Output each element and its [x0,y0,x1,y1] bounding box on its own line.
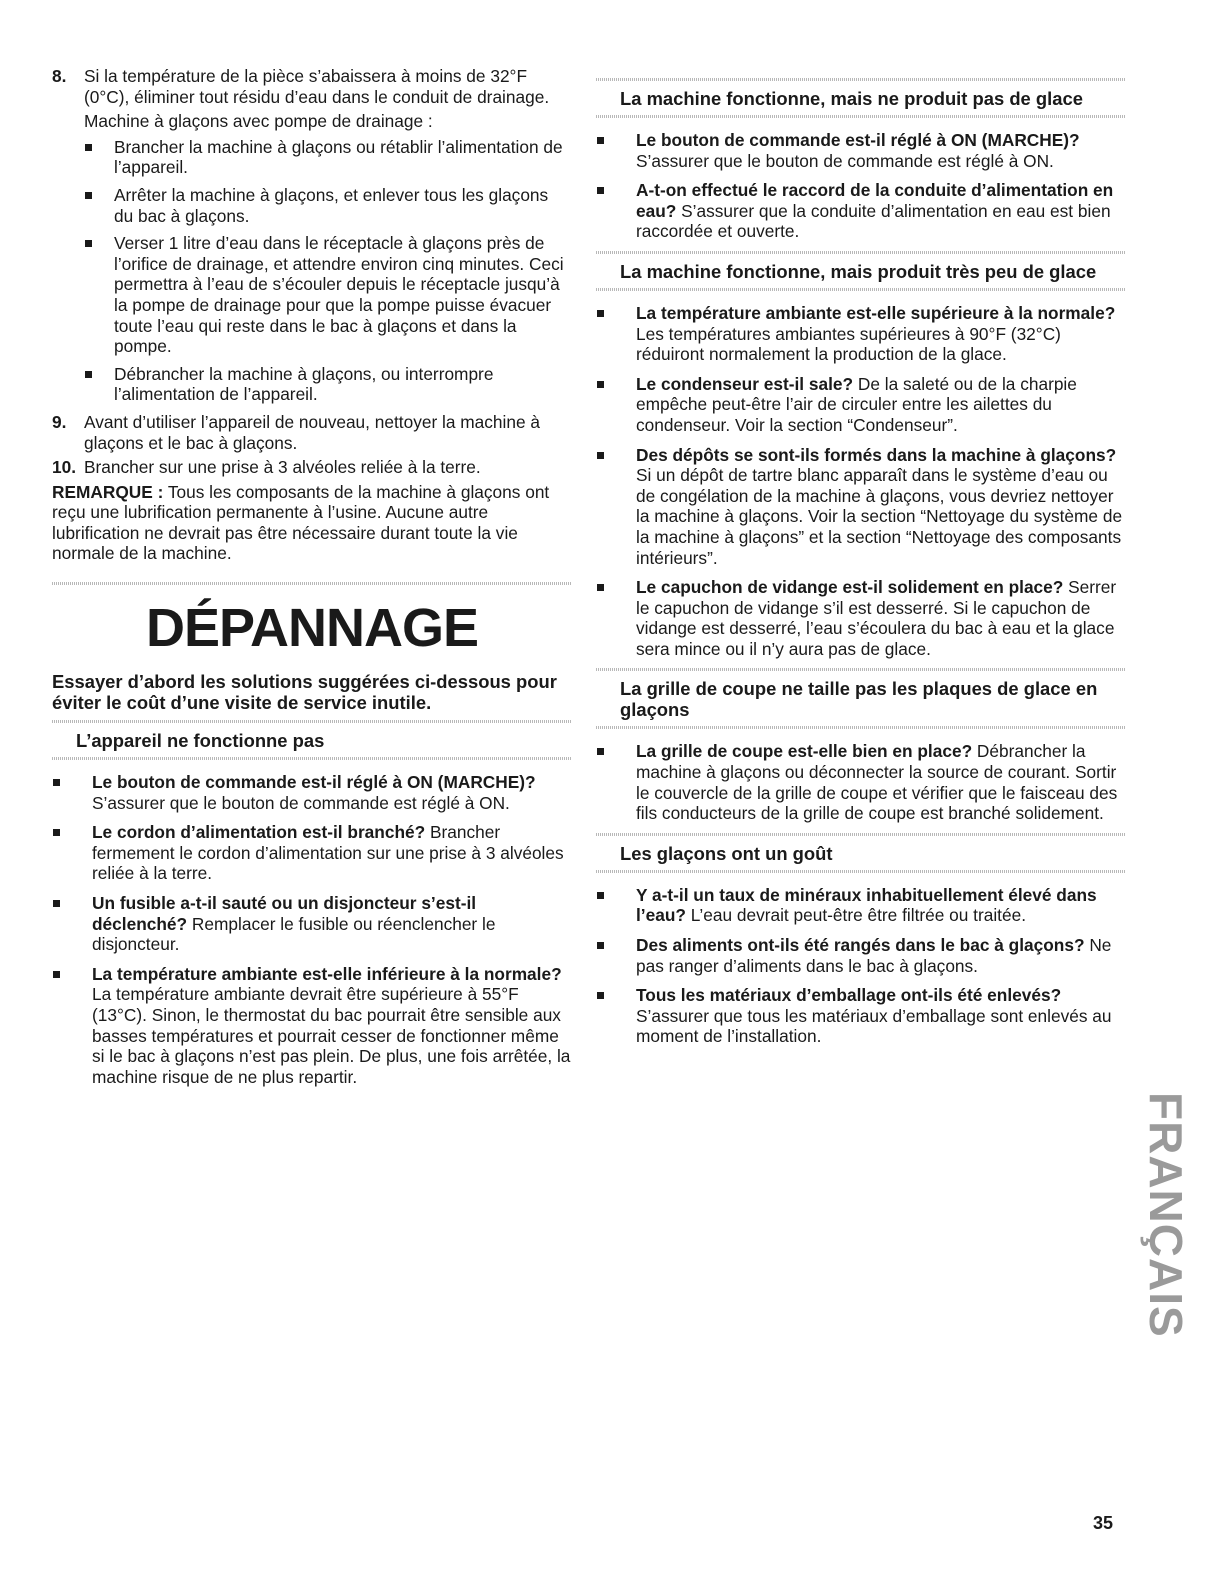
list-item [52,964,572,1088]
note-text: Tous les composants de la machine à glaçons ont reçu une lubrification permanente à l’usine. Aucune autre lubrification ne devrait pas être nécessaire durant toute la vie normale de la machine. [52,481,550,564]
item-question: Des aliments ont-ils été rangés dans le bac à glaçons? [636,935,1085,956]
item-question: Tous les matériaux d’emballage ont-ils été enlevés? [636,985,1062,1006]
item-question: Le bouton de commande est-il réglé à ON (MARCHE)? [92,772,536,793]
item-answer: Remplacer le fusible ou réenclencher le disjoncteur. [92,913,496,955]
list-item [596,885,1126,926]
item-question: Le capuchon de vidange est-il solidement en place? [636,577,1064,598]
step-text: Brancher sur une prise à 3 alvéoles reliée à la terre. [84,457,481,478]
item-answer: Brancher fermement le cordon d’alimentation sur une prise à 3 alvéoles reliée à la terre. [92,822,564,884]
item-answer: L’eau devrait peut-être être filtrée ou traitée. [685,905,1027,926]
language-label: FRANÇAIS [1140,1091,1192,1338]
right-column [596,78,1126,1056]
step-text: Avant d’utiliser l’appareil de nouveau, nettoyer la machine à glaçons et le bac à glaçons. [84,411,540,453]
item-answer: Débrancher la machine à glaçons ou déconnecter la source de courant. Sortir le couvercle de la grille de coupe et vérifier que le faisceau des fils conducteurs de la grille de coupe est branché solidement. [636,741,1118,824]
list-item [596,741,1126,823]
step-9 [52,412,572,453]
step-number: 10. [52,457,77,478]
left-column [52,66,572,1096]
step-text: Si la température de la pièce s’abaissera à moins de 32°F (0°C), éliminer tout résidu d’eau dans le conduit de drainage. [84,66,550,107]
item-question: A-t-on effectué le raccord de la conduite d’alimentation en eau? [636,180,1114,221]
item-answer: S’assurer que la conduite d’alimentation en eau est bien raccordée et ouverte. [636,200,1111,242]
step-8 [52,66,572,107]
item-answer: Serrer le capuchon de vidange s’il est desserré. Si le capuchon de vidange est desserré, l’eau s’écoulera du bac à eau et la glace sera mince ou il n’y aura pas de glace. [636,577,1117,659]
item-question: La grille de coupe est-elle bien en place? [636,741,973,762]
pump-bullet: Arrêter la machine à glaçons, et enlever tous les glaçons du bac à glaçons. [52,185,572,226]
section-heading: La grille de coupe ne taille pas les plaques de glace en glaçons [620,678,1098,721]
section-heading: L’appareil ne fonctionne pas [76,730,325,752]
note-paragraph [52,482,572,564]
list-item [52,772,572,813]
list-item [596,577,1126,659]
item-answer: S’assurer que tous les matériaux d’emballage sont enlevés au moment de l’installation. [636,1005,1112,1047]
step-number: 8. [52,66,67,86]
item-question: Y a-t-il un taux de minéraux inhabituellement élevé dans l’eau? [636,884,1097,926]
item-answer: Si un dépôt de tartre blanc apparaît dans le système d’eau ou de congélation de la machine à glaçons, vous devriez nettoyer la machine à glaçons. Voir la section “Nettoyage du système de la machine à glaçons” et la section “Nettoyage des composants intérieurs”. [636,465,1123,568]
item-answer: De la saleté ou de la charpie empêche peut-être l’air de circuler entre les ailettes du condenseur. Voir la section “Condenseur”. [636,373,1077,435]
divider [596,115,1126,118]
list-item [52,893,572,955]
item-question: La température ambiante est-elle inférieure à la normale? [92,963,562,984]
item-question: Le condenseur est-il sale? [636,373,854,394]
divider [52,757,572,760]
note-label: REMARQUE : [52,481,164,502]
list-item [596,374,1126,436]
page-number: 35 [1093,1513,1114,1533]
item-answer: S’assurer que le bouton de commande est réglé à ON. [92,792,510,813]
list-item [596,180,1126,242]
item-answer: Ne pas ranger d’aliments dans le bac à glaçons. [636,935,1112,976]
section-heading: La machine fonctionne, mais produit très peu de glace [620,260,1097,282]
list-item [596,935,1126,976]
step-10 [52,457,572,478]
pump-intro: Machine à glaçons avec pompe de drainage : [84,111,433,132]
item-answer: Les températures ambiantes supérieures à 90°F (32°C) réduiront normalement la production de la glace. [636,323,1061,365]
list-item [596,303,1126,365]
intro-text: Essayer d’abord les solutions suggérées ci-dessous pour éviter le coût d’une visite de service inutile. [52,671,557,714]
item-question: La température ambiante est-elle supérieure à la normale? [636,302,1116,323]
step-number: 9. [52,411,67,432]
pump-bullet: Brancher la machine à glaçons ou rétablir l’alimentation de l’appareil. [52,137,572,178]
item-question: Le bouton de commande est-il réglé à ON (MARCHE)? [636,130,1080,150]
item-answer: La température ambiante devrait être supérieure à 55°F (13°C). Sinon, le thermostat du bac pourrait être sensible aux basses températures et pourrait cesser de fonctionner même si le bac à glaçons n’est pas plein. De plus, une fois arrêtée, la machine risque de ne plus repartir. [92,984,571,1087]
list-item [52,822,572,884]
divider [52,582,572,585]
section-heading: Les glaçons ont un goût [620,842,833,864]
divider [596,726,1126,729]
divider [596,870,1126,873]
page-title: DÉPANNAGE [145,598,479,659]
item-answer: S’assurer que le bouton de commande est réglé à ON. [636,150,1054,171]
section-heading: La machine fonctionne, mais ne produit pas de glace [620,88,1083,109]
item-question: Un fusible a-t-il sauté ou un disjoncteur s’est-il déclenché? [92,893,477,934]
list-item [596,130,1126,171]
pump-bullet: Verser 1 litre d’eau dans le réceptacle à glaçons près de l’orifice de drainage, et attendre environ cinq minutes. Ceci permettra à l’eau de s’écouler depuis le réceptacle jusqu’à la pompe de drainage pour que la pompe puisse évacuer toute l’eau qui reste dans le bac à glaçons et dans la pompe. [52,233,572,357]
item-question: Des dépôts se sont-ils formés dans la machine à glaçons? [636,444,1117,465]
list-item [596,985,1126,1047]
pump-bullet: Débrancher la machine à glaçons, ou interrompre l’alimentation de l’appareil. [52,364,572,405]
item-question: Le cordon d’alimentation est-il branché? [92,822,426,843]
language-tab [1138,1082,1194,1347]
divider [596,288,1126,291]
list-item [596,445,1126,569]
